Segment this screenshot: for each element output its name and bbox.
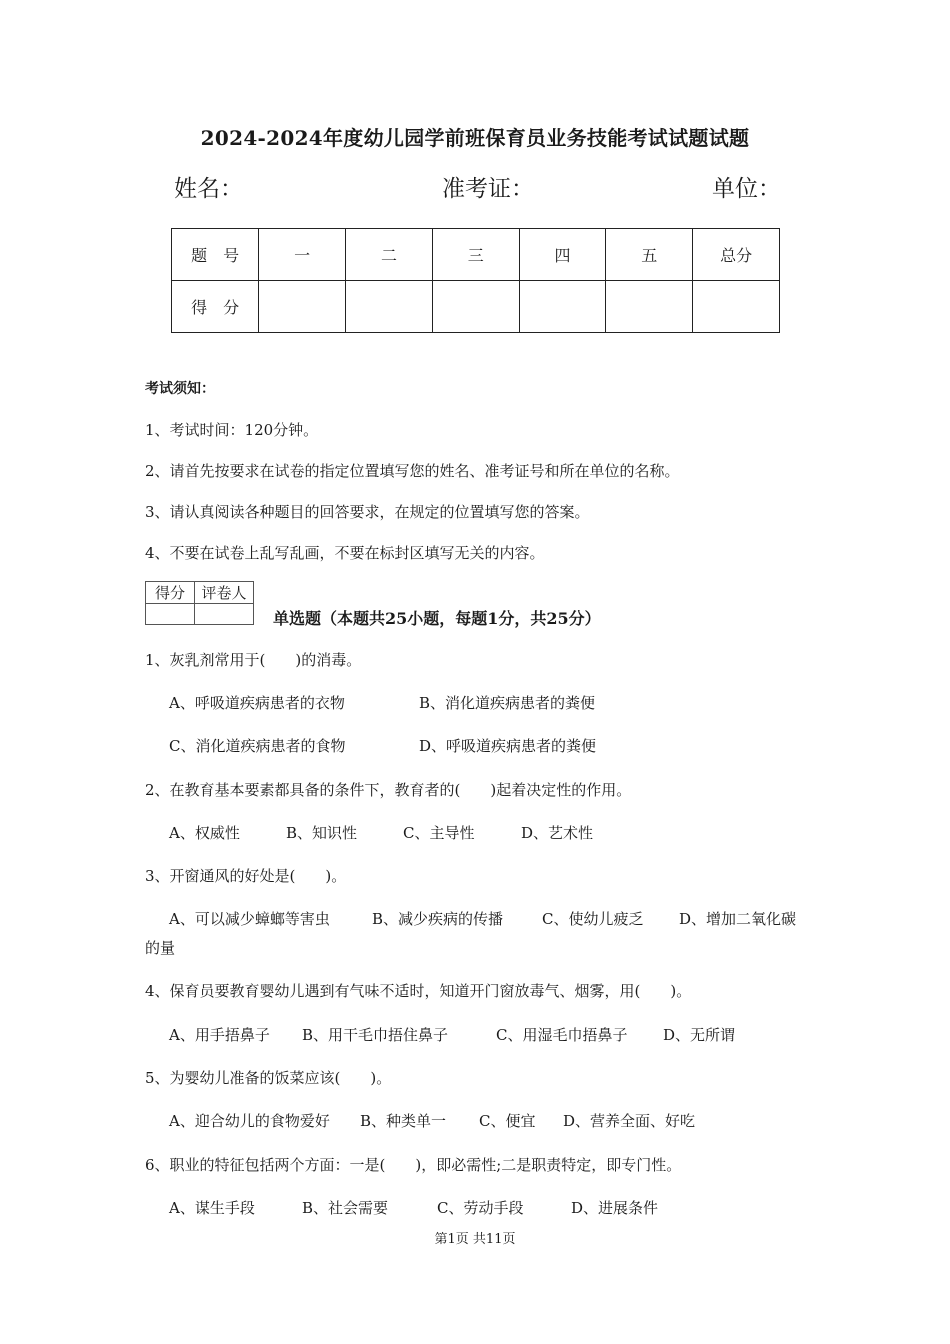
question-text: 5、为婴幼儿准备的饭菜应该( )。 xyxy=(145,1069,392,1087)
option-d[interactable]: D、无所谓 xyxy=(663,1026,736,1044)
notes-item: 1、考试时间：120分钟。 xyxy=(145,421,319,439)
option-c[interactable]: C、用湿毛巾捂鼻子 xyxy=(496,1026,628,1044)
exam-id-label: 准考证： xyxy=(442,176,534,202)
option-b[interactable]: B、社会需要 xyxy=(302,1199,389,1217)
option-b[interactable]: B、用干毛巾捂住鼻子 xyxy=(302,1026,449,1044)
option-d[interactable]: D、营养全面、好吃 xyxy=(563,1112,696,1130)
grader-name-label: 评卷人 xyxy=(195,582,254,604)
option-b[interactable]: B、消化道疾病患者的粪便 xyxy=(419,694,596,712)
score-header-cell: 总分 xyxy=(693,229,780,281)
grader-score-cell[interactable] xyxy=(146,604,195,625)
section-title: 单选题（本题共25小题，每题1分，共25分） xyxy=(273,609,601,628)
score-table-score-row xyxy=(172,281,780,333)
score-header-cell: 一 xyxy=(259,229,346,281)
option-continuation: 的量 xyxy=(145,939,176,957)
notes-item: 4、不要在试卷上乱写乱画，不要在标封区填写无关的内容。 xyxy=(145,544,545,562)
notes-item: 3、请认真阅读各种题目的回答要求，在规定的位置填写您的答案。 xyxy=(145,503,590,521)
score-cell[interactable] xyxy=(519,281,606,333)
option-d[interactable]: D、进展条件 xyxy=(571,1199,659,1217)
option-d[interactable]: D、艺术性 xyxy=(521,824,594,842)
score-table xyxy=(171,228,780,333)
page-title: 2024-2024年度幼儿园学前班保育员业务技能考试试题试题 xyxy=(200,126,750,150)
score-header-cell: 二 xyxy=(346,229,433,281)
question-text: 1、灰乳剂常用于( )的消毒。 xyxy=(145,651,362,669)
score-header-cell: 题 号 xyxy=(172,229,259,281)
option-a[interactable]: A、呼吸道疾病患者的衣物 xyxy=(169,694,345,712)
option-c[interactable]: C、使幼儿疲乏 xyxy=(542,910,644,928)
notes-item: 2、请首先按要求在试卷的指定位置填写您的姓名、准考证号和所在单位的名称。 xyxy=(145,462,680,480)
option-c[interactable]: C、主导性 xyxy=(403,824,475,842)
option-a[interactable]: A、可以减少蟑螂等害虫 xyxy=(169,910,330,928)
option-d[interactable]: D、增加二氧化碳 xyxy=(679,910,797,928)
option-a[interactable]: A、权威性 xyxy=(169,824,240,842)
option-b[interactable]: B、知识性 xyxy=(286,824,358,842)
option-a[interactable]: A、迎合幼儿的食物爱好 xyxy=(169,1112,330,1130)
grader-name-cell[interactable] xyxy=(195,604,254,625)
option-b[interactable]: B、减少疾病的传播 xyxy=(372,910,504,928)
page-footer: 第1页 共11页 xyxy=(434,1232,516,1247)
score-cell[interactable] xyxy=(693,281,780,333)
option-a[interactable]: A、用手捂鼻子 xyxy=(169,1026,270,1044)
score-header-cell: 五 xyxy=(606,229,693,281)
question-text: 4、保育员要教育婴幼儿遇到有气味不适时，知道开门窗放毒气、烟雾，用( )。 xyxy=(145,982,692,1000)
score-cell[interactable] xyxy=(606,281,693,333)
question-text: 6、职业的特征包括两个方面：一是( )，即必需性;二是职责特定，即专门性。 xyxy=(145,1156,682,1174)
option-c[interactable]: C、劳动手段 xyxy=(437,1199,524,1217)
score-header-cell: 四 xyxy=(519,229,606,281)
option-c[interactable]: C、便宜 xyxy=(479,1112,536,1130)
option-a[interactable]: A、谋生手段 xyxy=(169,1199,255,1217)
option-d[interactable]: D、呼吸道疾病患者的粪便 xyxy=(419,737,597,755)
grader-box xyxy=(145,581,254,625)
score-row-label: 得 分 xyxy=(172,281,259,333)
name-label: 姓名： xyxy=(174,176,243,202)
question-text: 3、开窗通风的好处是( )。 xyxy=(145,867,347,885)
question-text: 2、在教育基本要素都具备的条件下，教育者的( )起着决定性的作用。 xyxy=(145,781,632,799)
unit-label: 单位： xyxy=(712,176,781,202)
score-cell[interactable] xyxy=(432,281,519,333)
option-b[interactable]: B、种类单一 xyxy=(360,1112,447,1130)
notes-heading: 考试须知： xyxy=(145,381,215,397)
score-table-header-row xyxy=(172,229,780,281)
option-c[interactable]: C、消化道疾病患者的食物 xyxy=(169,737,346,755)
score-header-cell: 三 xyxy=(432,229,519,281)
grader-score-label: 得分 xyxy=(146,582,195,604)
score-cell[interactable] xyxy=(346,281,433,333)
score-cell[interactable] xyxy=(259,281,346,333)
